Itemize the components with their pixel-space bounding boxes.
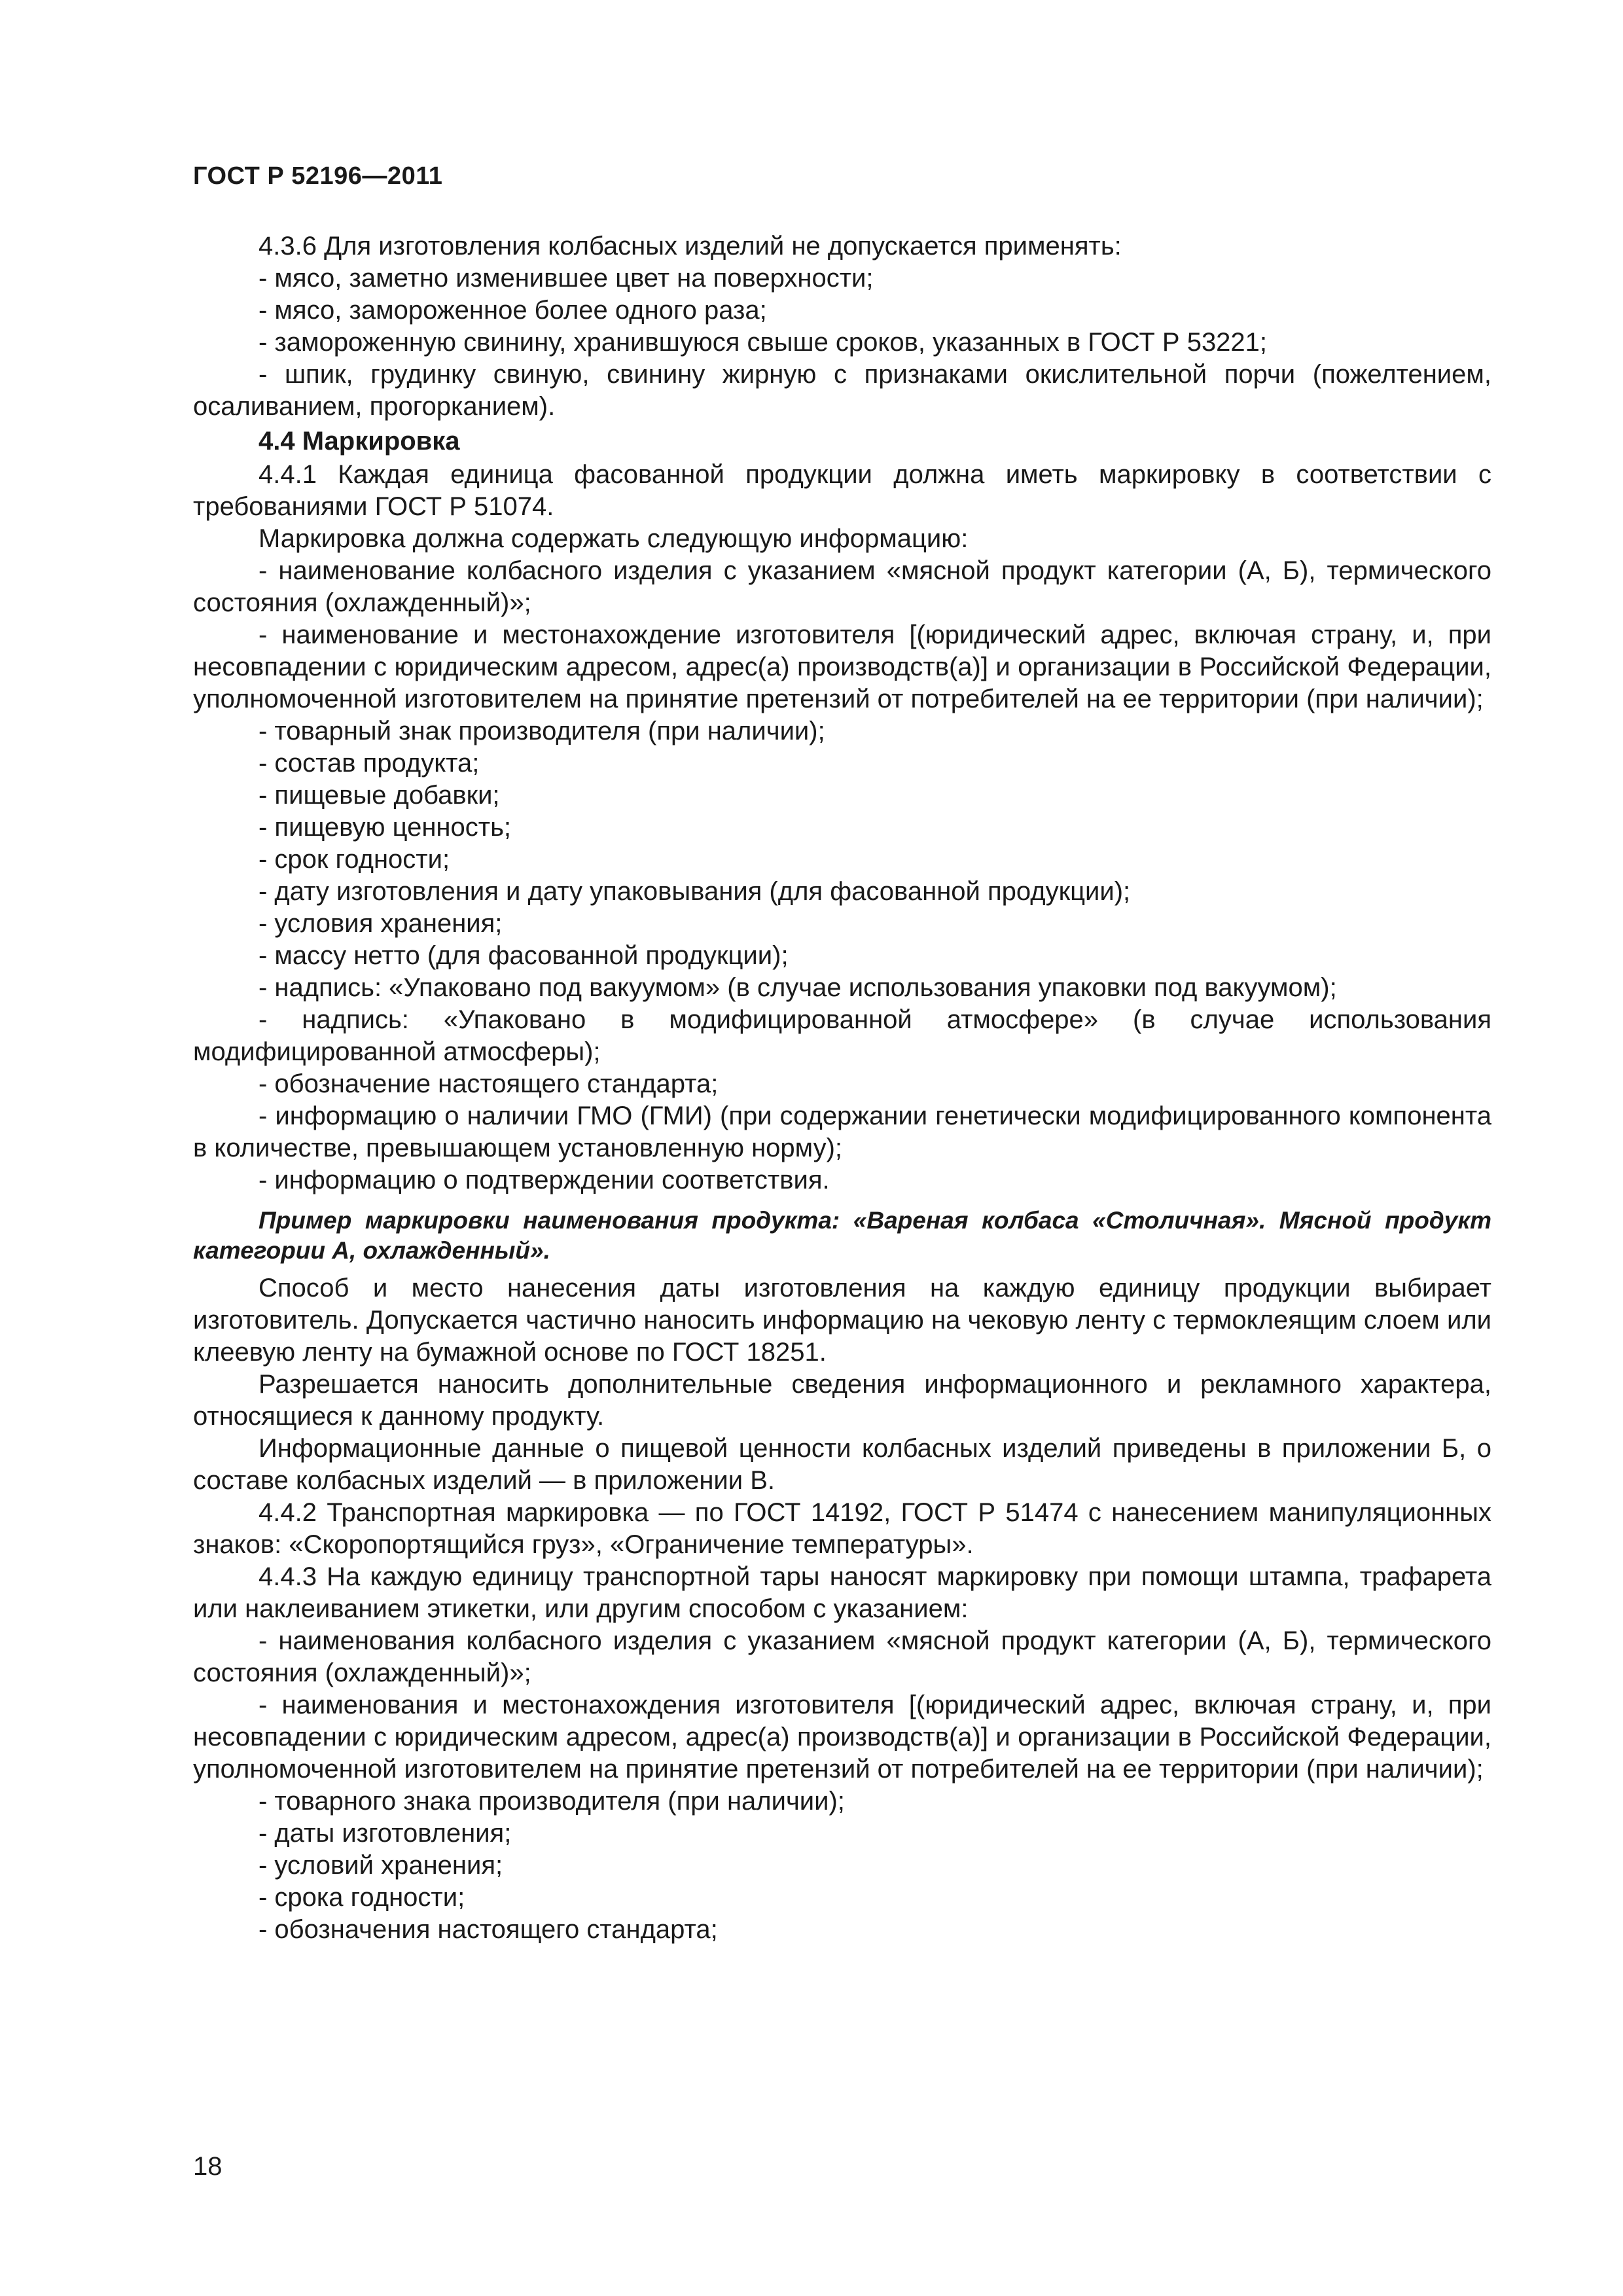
list-item: - обозначения настоящего стандарта; xyxy=(259,1915,718,1944)
list-item: - массу нетто (для фасованной продукции); xyxy=(259,941,789,970)
list-item: - наименования колбасного изделия с указанием «мясной продукт категории (А, Б), термического состояния (охлажденный)»; xyxy=(193,1626,1491,1687)
list-item: - надпись: «Упаковано под вакуумом» (в случае использования упаковки под вакуумом); xyxy=(259,973,1337,1002)
list-item: - условия хранения; xyxy=(259,909,503,938)
list-item: - замороженную свинину, хранившуюся свыше сроков, указанных в ГОСТ Р 53221; xyxy=(259,328,1268,357)
list-item: - пищевые добавки; xyxy=(259,781,500,810)
list-item: - товарный знак производителя (при наличии); xyxy=(259,717,825,745)
paragraph: Информационные данные о пищевой ценности колбасных изделий приведены в приложении Б, о составе колбасных изделий — в приложении В. xyxy=(193,1434,1491,1495)
list-item: - мясо, замороженное более одного раза; xyxy=(259,296,767,325)
list-item: - шпик, грудинку свиную, свинину жирную с признаками окислительной порчи (пожелтением, осаливанием, прогорканием). xyxy=(193,360,1491,421)
list-item: - дату изготовления и дату упаковывания (для фасованной продукции); xyxy=(259,877,1131,906)
list-item: - наименования и местонахождения изготовителя [(юридический адрес, включая страну, и, при несовпадении с юридическим адресом, адрес(а) производств(а)] и организации в Российской Федерации, уполномоченной изготовителем на принятие претензий от потребителей на ее территории (при наличии); xyxy=(193,1691,1491,1784)
paragraph: Маркировка должна содержать следующую информацию: xyxy=(259,524,969,553)
list-item: - обозначение настоящего стандарта; xyxy=(259,1069,719,1098)
document-header: ГОСТ Р 52196—2011 xyxy=(193,162,443,190)
list-item: - наименование и местонахождение изготовителя [(юридический адрес, включая страну, и, при несовпадении с юридическим адресом, адрес(а) производств(а)] и организации в Российской Федерации, уполномоченной изготовителем на принятие претензий от потребителей на ее территории (при наличии); xyxy=(193,620,1491,713)
list-item: - наименование колбасного изделия с указанием «мясной продукт категории (А, Б), термического состояния (охлажденный)»; xyxy=(193,556,1491,617)
list-item: - срок годности; xyxy=(259,845,450,874)
page-number: 18 xyxy=(193,2152,223,2181)
list-item: - мясо, заметно изменившее цвет на поверхности; xyxy=(259,264,874,293)
list-item: - надпись: «Упаковано в модифицированной атмосфере» (в случае использования модифицированной атмосферы); xyxy=(193,1005,1491,1066)
paragraph: Разрешается наносить дополнительные сведения информационного и рекламного характера, относящиеся к данному продукту. xyxy=(193,1370,1491,1431)
clause-4-4-2: 4.4.2 Транспортная маркировка — по ГОСТ 14192, ГОСТ Р 51474 с нанесением манипуляционных знаков: «Скоропортящийся груз», «Ограничение температуры». xyxy=(193,1498,1491,1559)
example-note: Пример маркировки наименования продукта: «Вареная колбаса «Столичная». Мясной продукт категории А, охлажденный». xyxy=(193,1207,1491,1264)
list-item: - товарного знака производителя (при наличии); xyxy=(259,1787,845,1816)
document-body xyxy=(193,230,1491,1946)
list-item: - срока годности; xyxy=(259,1883,465,1912)
clause-4-3-6: 4.3.6 Для изготовления колбасных изделий не допускается применять: xyxy=(259,232,1122,260)
list-item: - состав продукта; xyxy=(259,749,480,778)
list-item: - условий хранения; xyxy=(259,1851,503,1880)
clause-4-4-3: 4.4.3 На каждую единицу транспортной тары наносят маркировку при помощи штампа, трафарета или наклеиванием этикетки, или другим способом с указанием: xyxy=(193,1562,1491,1623)
list-item: - пищевую ценность; xyxy=(259,813,512,842)
list-item: - информацию о подтверждении соответствия. xyxy=(259,1166,830,1194)
section-heading-4-4: 4.4 Маркировка xyxy=(259,427,460,456)
clause-4-4-1: 4.4.1 Каждая единица фасованной продукции должна иметь маркировку в соответствии с требованиями ГОСТ Р 51074. xyxy=(193,460,1491,521)
list-item: - информацию о наличии ГМО (ГМИ) (при содержании генетически модифицированного компонента в количестве, превышающем установленную норму); xyxy=(193,1102,1491,1162)
paragraph: Способ и место нанесения даты изготовления на каждую единицу продукции выбирает изготовитель. Допускается частично наносить информацию на чековую ленту с термоклеящим слоем или клеевую ленту на бумажной основе по ГОСТ 18251. xyxy=(193,1274,1491,1367)
list-item: - даты изготовления; xyxy=(259,1819,512,1848)
